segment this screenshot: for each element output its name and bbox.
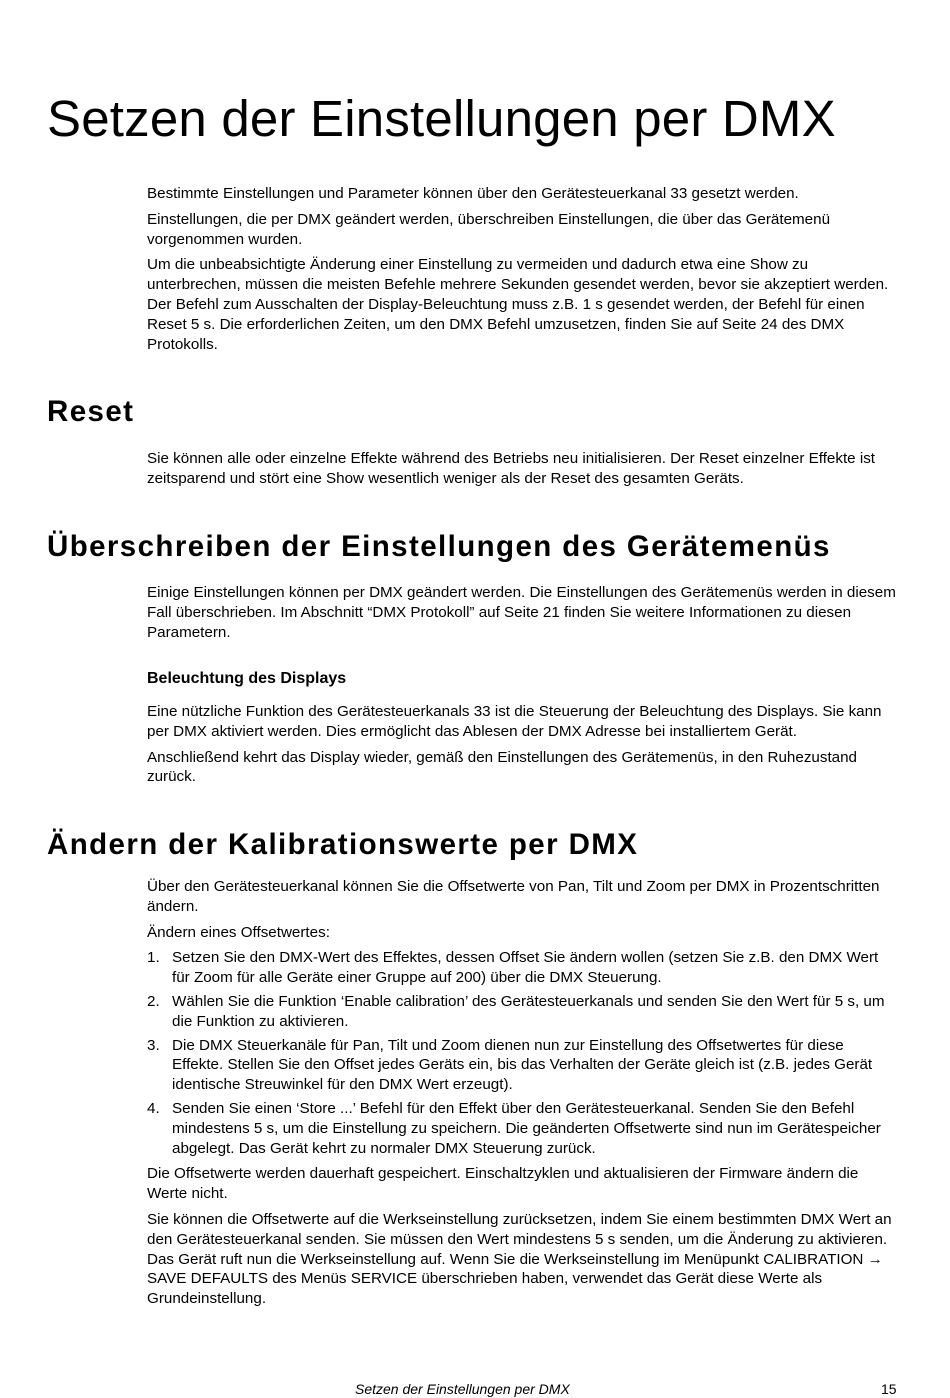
step-text: Wählen Sie die Funktion ‘Enable calibration’ des Gerätesteuerkanals und senden Sie den Wert für 5 s, um die Funktion zu aktivieren.: [172, 992, 885, 1030]
intro-section: [147, 184, 897, 360]
list-item: [147, 948, 897, 988]
override-section: [147, 583, 897, 648]
calibration-heading: Ändern der Kalibrationswerte per DMX: [47, 828, 639, 861]
calibration-steps-list: [147, 948, 897, 1158]
reset-heading: Reset: [47, 395, 135, 428]
override-paragraph: Einige Einstellungen können per DMX geändert werden. Die Einstellungen des Gerätemenüs werden in diesem Fall überschrieben. Im Abschnitt “DMX Protokoll” auf Seite 21 finden Sie weitere Informationen zu diesen Parametern.: [147, 584, 896, 641]
step-number: 4.: [147, 1099, 160, 1117]
calibration-section: [147, 877, 897, 1315]
intro-paragraph: Um die unbeabsichtigte Änderung einer Einstellung zu vermeiden und dadurch etwa eine Show zu unterbrechen, müssen die meisten Befehle mehrere Sekunden gesendet werden, bevor sie akzeptiert werden. Der Befehl zum Ausschalten der Display-Beleuchtung muss z.B. 1 s gesendet werden, der Befehl für einen Reset 5 s. Die erforderlichen Zeiten, um den DMX Befehl umzusetzen, finden Sie auf Seite 24 des DMX Protokolls.: [147, 256, 889, 353]
calibration-paragraph: Ändern eines Offsetwertes:: [147, 923, 330, 941]
step-text: Die DMX Steuerkanäle für Pan, Tilt und Zoom dienen nun zur Einstellung des Offsetwertes für diese Effekte. Stellen Sie den Offset jedes Geräts ein, bis das Verhalten der Geräte gleich ist (z.B. jedes Gerät identische Streuwinkel für den DMX Wert erzeugt).: [172, 1036, 873, 1094]
intro-paragraph: Bestimmte Einstellungen und Parameter können über den Gerätesteuerkanal 33 gesetzt werden.: [147, 185, 799, 202]
reset-section: [147, 449, 897, 495]
calibration-closing-paragraph: Die Offsetwerte werden dauerhaft gespeichert. Einschaltzyklen und aktualisieren der Firmware ändern die Werte nicht.: [147, 1165, 859, 1203]
list-item: [147, 1099, 897, 1158]
display-lighting-paragraph: Eine nützliche Funktion des Gerätesteuerkanals 33 ist die Steuerung der Beleuchtung des Displays. Sie kann per DMX aktiviert werden. Dies ermöglicht das Ablesen der DMX Adresse bei installiertem Gerät.: [147, 703, 882, 740]
calibration-closing-paragraph: Sie können die Offsetwerte auf die Werkseinstellung zurücksetzen, indem Sie einem bestimmten DMX Wert an den Gerätesteuerkanal senden. Sie müssen den Wert mindestens 5 s senden, um die Änderung zu aktivieren. Das Gerät ruft nun die Werkseinstellung auf. Wenn Sie die Werkseinstellung im Menüpunkt CALIBRATION → SAVE DEFAULTS des Menüs SERVICE überschrieben haben, verwendet das Gerät diese Werte als Grundeinstellung.: [147, 1210, 892, 1308]
step-number: 2.: [147, 992, 160, 1010]
list-item: [147, 1036, 897, 1095]
display-lighting-paragraph: Anschließend kehrt das Display wieder, gemäß den Einstellungen des Gerätemenüs, in den Ruhezustand zurück.: [147, 748, 858, 786]
step-number: 1.: [147, 949, 160, 967]
step-text: Senden Sie einen ‘Store ...’ Befehl für den Effekt über den Gerätesteuerkanal. Senden Sie den Befehl mindestens 5 s, um die Einstellung zu speichern. Die geänderten Offsetwerte sind nun im Gerätespeicher abgelegt. Das Gerät kehrt zu normaler DMX Steuerung zurück.: [172, 1099, 881, 1157]
display-lighting-subheading: Beleuchtung des Displays: [147, 670, 347, 687]
page-title: Setzen der Einstellungen per DMX: [47, 90, 836, 147]
override-heading: Überschreiben der Einstellungen des Gerätemenüs: [47, 530, 831, 563]
page-number: 15: [881, 1381, 897, 1397]
intro-paragraph: Einstellungen, die per DMX geändert werden, überschreiben Einstellungen, die über das Gerätemenü vorgenommen wurden.: [147, 210, 831, 248]
footer-title: Setzen der Einstellungen per DMX: [355, 1381, 570, 1397]
list-item: [147, 992, 897, 1032]
calibration-paragraph: Über den Gerätesteuerkanal können Sie die Offsetwerte von Pan, Tilt und Zoom per DMX in Prozentschritten ändern.: [147, 878, 880, 915]
reset-paragraph: Sie können alle oder einzelne Effekte während des Betriebs neu initialisieren. Der Reset einzelner Effekte ist zeitsparend und stört eine Show wesentlich weniger als der Reset des gesamten Geräts.: [147, 450, 876, 487]
display-lighting-section: [147, 702, 897, 793]
step-text: Setzen Sie den DMX-Wert des Effektes, dessen Offset Sie ändern wollen (setzen Sie z.B. den DMX Wert für Zoom für alle Geräte einer Gruppe auf 200) über die DMX Steuerung.: [172, 949, 879, 987]
step-number: 3.: [147, 1036, 160, 1054]
